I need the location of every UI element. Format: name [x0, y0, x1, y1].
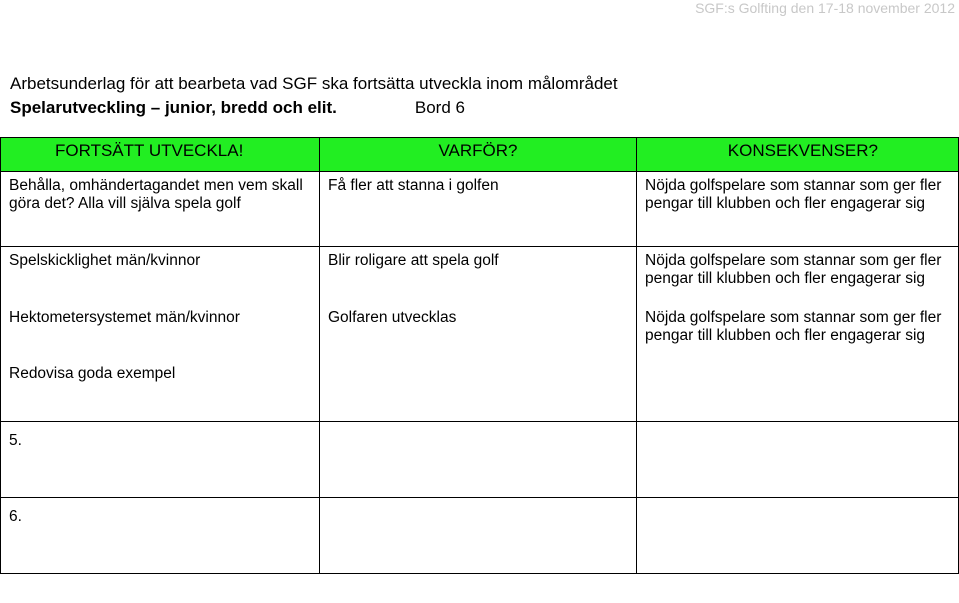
table-cell: [637, 498, 959, 574]
header-konsekvenser: KONSEKVENSER?: [637, 138, 959, 172]
table-cell: [637, 360, 959, 422]
table-row: [1, 172, 959, 247]
title-line-1: Arbetsunderlag för att bearbeta vad SGF ska fortsätta utveckla inom målområdet: [10, 74, 618, 93]
header-varfor: VARFÖR?: [320, 138, 637, 172]
document-title: [10, 72, 618, 120]
table-cell: [320, 422, 637, 498]
table-cell: Blir roligare att spela golf: [320, 247, 637, 304]
title-line-2: [10, 96, 618, 120]
table-header-row: [1, 138, 959, 172]
table-cell: [320, 360, 637, 422]
table-row: [1, 422, 959, 498]
table-cell: Nöjda golfspelare som stannar som ger fler pengar till klubben och fler engagerar sig: [637, 304, 959, 360]
table-row: [1, 360, 959, 422]
table-cell: [320, 498, 637, 574]
table-cell: Hektometersystemet män/kvinnor: [1, 304, 320, 360]
table-cell: 6.: [1, 498, 320, 574]
table-row: [1, 247, 959, 304]
table-row: [1, 498, 959, 574]
table-cell: Behålla, omhändertagandet men vem skall göra det? Alla vill själva spela golf: [1, 172, 320, 247]
worksheet-table: [0, 137, 959, 574]
header-note: SGF:s Golfting den 17-18 november 2012: [695, 0, 955, 16]
title-line-2-bold: Spelarutveckling – junior, bredd och elit.: [10, 98, 337, 117]
header-fortsatt-utveckla: FORTSÄTT UTVECKLA!: [1, 138, 320, 172]
table-cell: Nöjda golfspelare som stannar som ger fler pengar till klubben och fler engagerar sig: [637, 247, 959, 304]
board-number: Bord 6: [414, 98, 465, 117]
table-cell: Spelskicklighet män/kvinnor: [1, 247, 320, 304]
table-cell: [637, 422, 959, 498]
table-cell: Få fler att stanna i golfen: [320, 172, 637, 247]
table-cell: Redovisa goda exempel: [1, 360, 320, 422]
table-cell: Golfaren utvecklas: [320, 304, 637, 360]
table-cell: 5.: [1, 422, 320, 498]
table-row: [1, 304, 959, 360]
table-cell: Nöjda golfspelare som stannar som ger fler pengar till klubben och fler engagerar sig: [637, 172, 959, 247]
